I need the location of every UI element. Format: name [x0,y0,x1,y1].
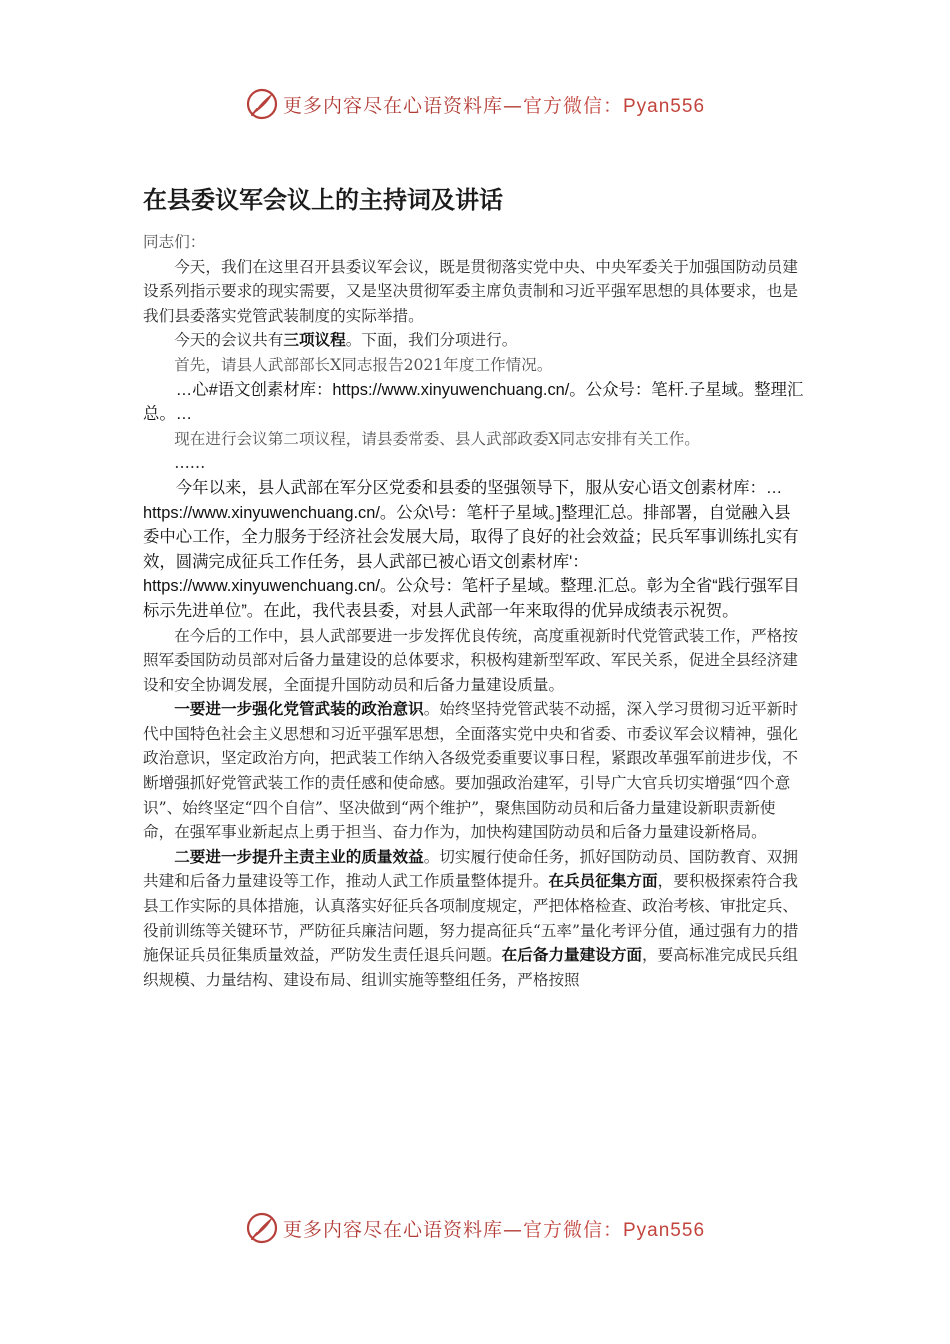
header-watermark-banner [0,84,950,124]
paragraph-first-item: 首先，请县人武部部长X同志报告2021年度工作情况。 [174,355,553,374]
banner-wechat-text: 官方微信：Pyan556 [523,95,706,117]
reserve-heading: 在后备力量建设方面 [501,946,643,965]
agenda-text-c: 。下面，我们分项进行。 [345,331,518,350]
banner-dash: — [503,1218,523,1241]
paragraph-achievements: 今年以来，县人武部在军分区党委和县委的坚强领导下，服从安心语文创素材库：…https://www.xinyuwenchuang.cn/。公众\号：笔杆子星域。]整理汇总。排部署，自觉融入县委中心工作，全力服务于经济社会发展大局，取得了良好的社会效益；民兵军事训练扎实有效，圆满完成征兵工作任务，县人武部已被心语文创素材库'：https://www.xinyuwenchuang.cn/。公众号：笔杆子星域。整理.汇总。彰为全省“践行强军目标示先进单位”。在此，我代表县委，对县人武部一年来取得的优异成绩表示祝贺。 [143,478,800,620]
banner-main-text: 更多内容尽在心语资料库 [282,94,503,117]
ellipsis-line: …… [174,454,206,473]
agenda-text-a: 今天的会议共有 [174,331,284,350]
banner-text [283,91,705,118]
point-two-heading: 二要进一步提升主责主业的质量效益 [174,847,424,866]
banner-wechat-text: 官方微信：Pyan556 [523,1219,706,1241]
quill-logo-icon [245,1211,279,1245]
point-one-heading: 一要进一步强化党管武装的政治意识 [174,700,424,719]
paragraph-point-one [143,697,805,845]
document-body [143,230,805,992]
footer-watermark-banner [0,1208,950,1248]
paragraph-second-item: 现在进行会议第二项议程，请县委常委、县人武部政委X同志安排有关工作。 [174,429,700,448]
point-one-body: 。始终坚持党管武装不动摇，深入学习贯彻习近平新时代中国特色社会主义思想和习近平强军思想，全面落实党中央和省委、市委议军会议精神，强化政治意识，坚定政治方向，把武装工作纳入各级党委重要议事日程，紧跟改革强军前进步伐，不断增强抓好党管武装工作的责任感和使命感。要加强政治建军，引导广大官兵切实增强“四个意识”、始终坚定“四个自信”、坚决做到“两个维护”，聚焦国防动员和后备力量建设新职责新使命，在强军事业新起点上勇于担当、奋力作为，加快构建国防动员和后备力量建设新格局。 [143,700,798,842]
paragraph-point-two [143,845,805,993]
salutation: 同志们： [143,233,206,251]
recruitment-body: ，要积极探索符合我县工作实际的具体措施，认真落实好征兵各项制度规定，严把体格检查、政治考核、审批定兵、役前训练等关键环节，严防征兵廉洁问题，努力提高征兵“五率”量化考评分值，通过强有力的措施保证兵员征集质量效益，严防发生责任退兵问题。 [143,872,799,965]
paragraph-future-work: 在今后的工作中，县人武部要进一步发挥优良传统，高度重视新时代党管武装工作，严格按照军委国防动员部对后备力量建设的总体要求，积极构建新型军政、军民关系，促进全县经济建设和安全协调发展，全面提升国防动员和后备力量建设质量。 [143,626,798,694]
banner-text [283,1215,705,1242]
document-title: 在县委议军会议上的主持词及讲话 [143,186,503,214]
reserve-body: ，要高标准完成民兵组织规模、力量结构、建设布局、组训实施等整组任务，严格按照 [143,946,798,989]
point-two-body: 。切实履行使命任务，抓好国防动员、国防教育、双拥共建和后备力量建设等工作，推动人武工作质量整体提升。 [143,847,798,891]
paragraph-opening: 今天，我们在这里召开县委议军会议，既是贯彻落实党中央、中央军委关于加强国防动员建设系列指示要求的现实需要，又是坚决贯彻军委主席负责制和习近平强军思想的具体要求，也是我们县委落实党管武装制度的实际举措。 [143,257,798,325]
banner-dash: — [503,94,523,117]
quill-logo-icon [245,87,279,121]
banner-main-text: 更多内容尽在心语资料库 [282,1218,503,1241]
paragraph-agenda [143,328,805,353]
paragraph-watermark-note: …心#语文创素材库：https://www.xinyuwenchuang.cn/。公众号：笔杆.子星域。整理汇总。… [143,380,804,424]
agenda-bold: 三项议程 [283,331,346,350]
recruitment-heading: 在兵员征集方面 [548,872,658,891]
